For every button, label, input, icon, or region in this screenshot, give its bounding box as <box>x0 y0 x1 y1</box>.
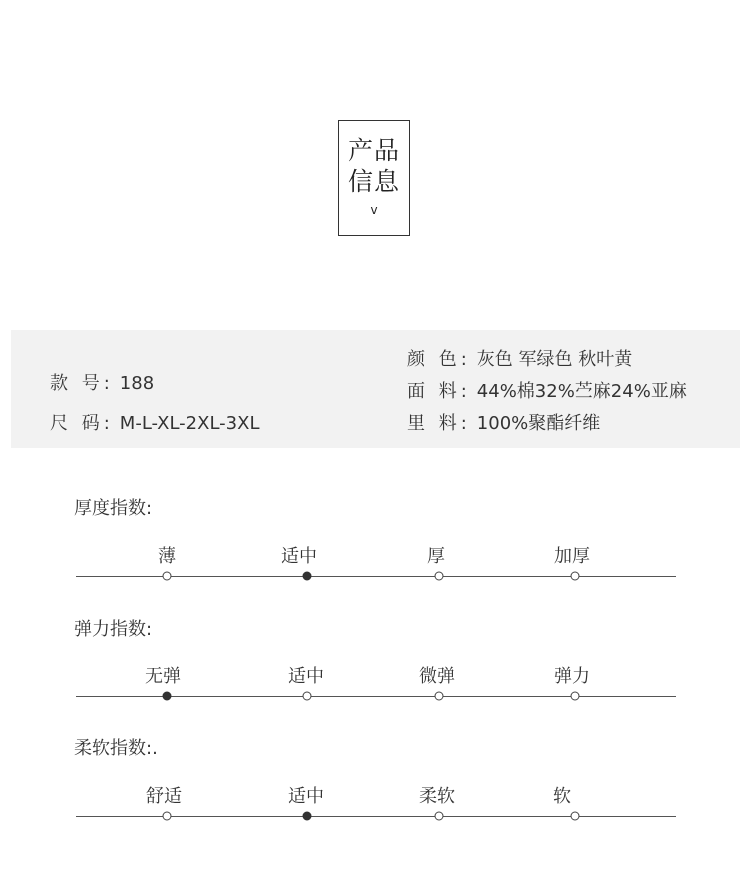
thickness-option-label: 适中 <box>281 546 317 567</box>
elasticity-option-dot <box>303 692 312 701</box>
info-fabric-row <box>407 380 687 404</box>
info-fabric-label: 面 料: <box>407 381 471 402</box>
elasticity-option-dot <box>571 692 580 701</box>
softness-option-label: 舒适 <box>146 786 182 807</box>
info-color-value: 灰色 军绿色 秋叶黄 <box>476 349 633 370</box>
softness-option-dot <box>571 812 580 821</box>
info-size-label: 尺 码: <box>50 413 114 434</box>
product-info-panel <box>11 330 740 448</box>
elasticity-option-dot <box>163 692 172 701</box>
elasticity-index-title: 弹力指数: <box>74 619 153 640</box>
info-style-label: 款 号: <box>50 373 114 394</box>
info-style-row <box>50 372 154 396</box>
softness-option-label: 柔软 <box>419 786 455 807</box>
info-size-row <box>50 412 259 436</box>
info-fabric-value: 44%棉32%苎麻24%亚麻 <box>476 381 687 402</box>
thickness-option-dot <box>303 572 312 581</box>
elasticity-option-label: 无弹 <box>145 666 181 687</box>
elasticity-option-label: 适中 <box>288 666 324 687</box>
softness-option-dot <box>303 812 312 821</box>
product-info-title-box <box>338 120 410 236</box>
info-color-label: 颜 色: <box>407 349 471 370</box>
softness-option-dot <box>163 812 172 821</box>
info-size-value: M-L-XL-2XL-3XL <box>119 413 260 434</box>
info-lining-row <box>407 412 600 436</box>
elasticity-option-label: 弹力 <box>554 666 590 687</box>
softness-option-dot <box>435 812 444 821</box>
softness-option-label: 软 <box>553 786 571 807</box>
thickness-option-dot <box>163 572 172 581</box>
thickness-option-dot <box>435 572 444 581</box>
thickness-option-label: 厚 <box>427 546 445 567</box>
info-color-row <box>407 348 632 372</box>
title-line-2: 信息 <box>347 167 400 196</box>
thickness-option-label: 薄 <box>158 546 176 567</box>
thickness-index-title: 厚度指数: <box>74 498 153 519</box>
chevron-down-icon: v <box>370 203 378 217</box>
title-line-1: 产品 <box>347 136 400 165</box>
elasticity-option-dot <box>435 692 444 701</box>
softness-option-label: 适中 <box>288 786 324 807</box>
info-lining-value: 100%聚酯纤维 <box>476 413 601 434</box>
softness-index-title: 柔软指数:. <box>74 738 158 759</box>
thickness-option-label: 加厚 <box>554 546 590 567</box>
info-style-value: 188 <box>119 373 155 394</box>
info-lining-label: 里 料: <box>407 413 471 434</box>
thickness-option-dot <box>571 572 580 581</box>
elasticity-option-label: 微弹 <box>419 666 455 687</box>
